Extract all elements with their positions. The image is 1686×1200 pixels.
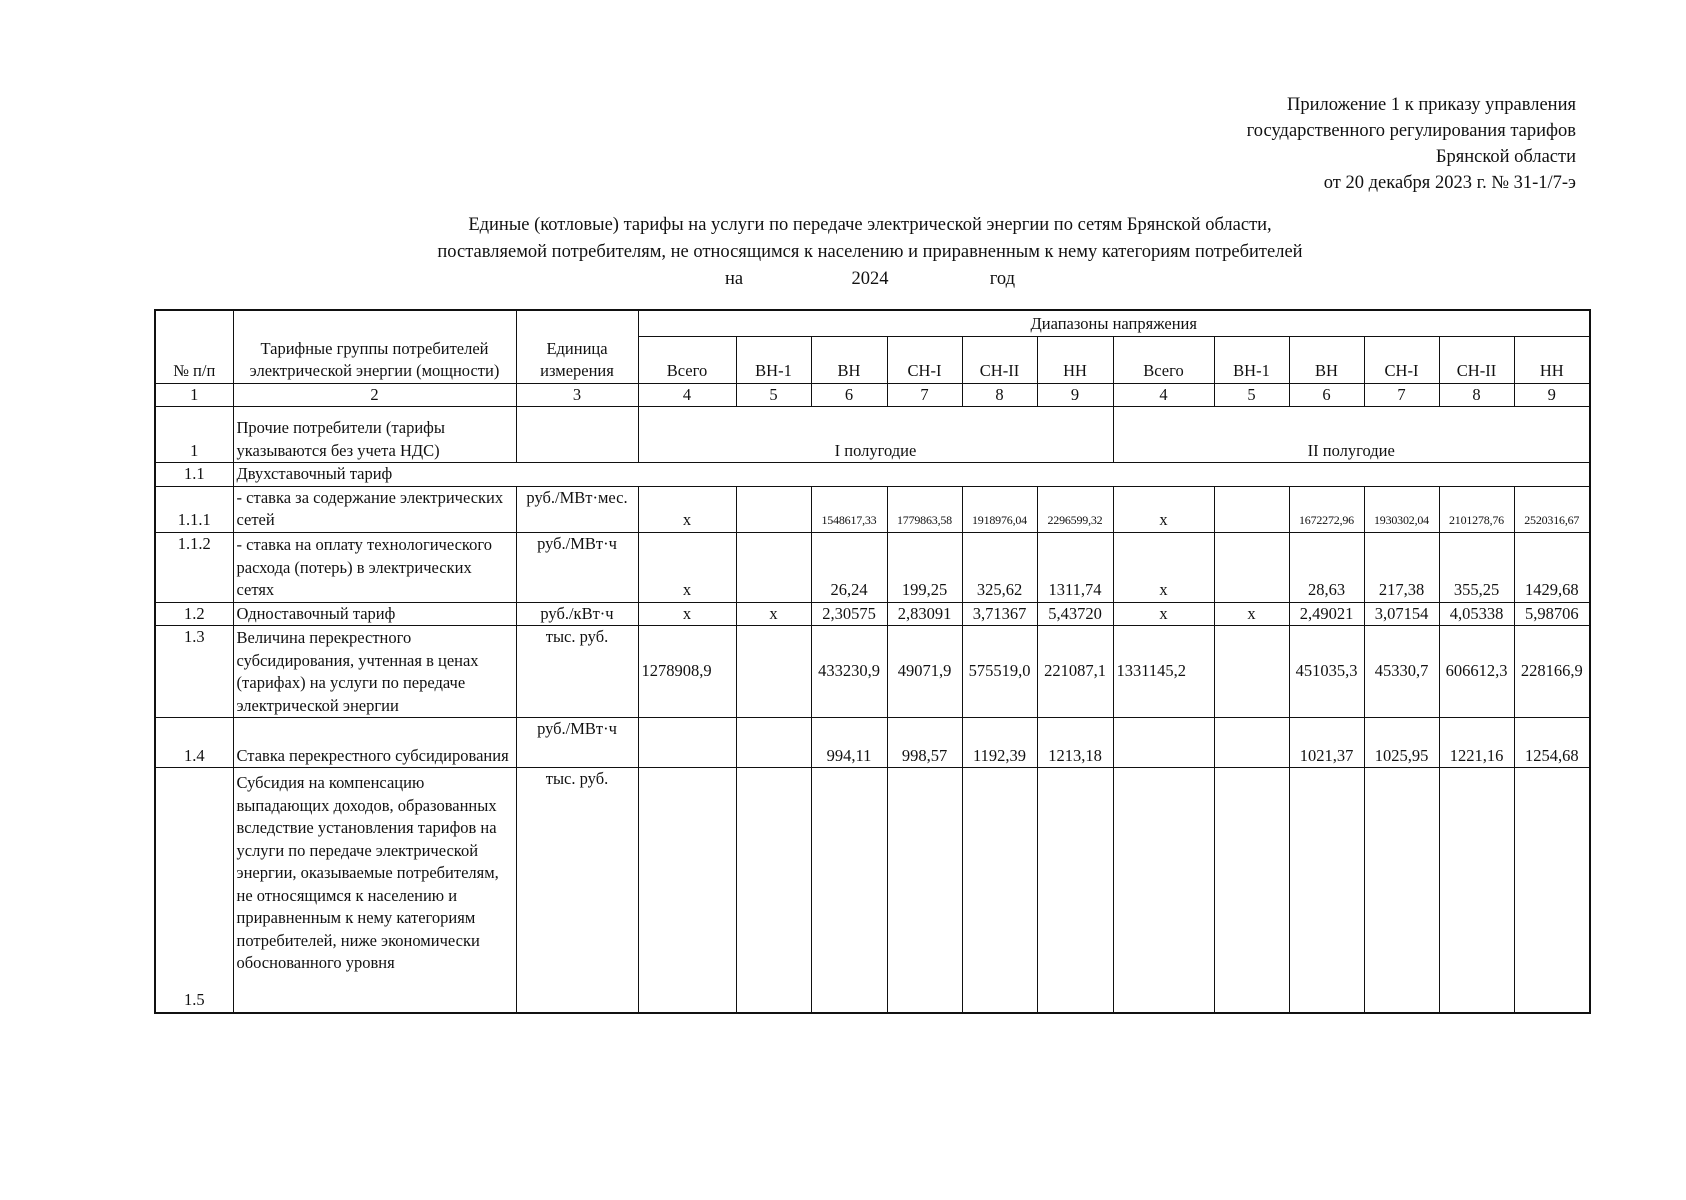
value-cell: 451035,3 (1289, 626, 1364, 718)
header-row-1 (155, 310, 1590, 336)
table-row (155, 602, 1590, 626)
value-cell (811, 768, 887, 1013)
column-number: 2 (233, 383, 516, 407)
row-name: Одноставочный тариф (233, 602, 516, 626)
row-name: Прочие потребители (тарифы указываются без учета НДС) (233, 407, 516, 463)
row-unit: тыс. руб. (516, 768, 638, 1013)
approval-line-3: Брянской области (1435, 147, 1576, 167)
row-unit: руб./кВт·ч (516, 602, 638, 626)
value-cell: 5,98706 (1514, 602, 1590, 626)
row-unit (516, 407, 638, 463)
sub-header: ВН-1 (1214, 336, 1289, 383)
value-cell (1214, 768, 1289, 1013)
value-cell: 2101278,76 (1439, 486, 1514, 532)
value-cell: 1930302,04 (1364, 486, 1439, 532)
row-number: 1.1.2 (155, 532, 233, 602)
value-cell (736, 532, 811, 602)
row-name: Субсидия на компенсацию выпадающих доходов, образованных вследствие установления тарифов на услуги по передаче электрической энергии, оказываемые потребителям, не относящимся к населению и приравненным к нему категориям потребителей, ниже экономически обоснованного уровня (233, 768, 516, 1013)
value-cell: 26,24 (811, 532, 887, 602)
column-number: 4 (1113, 383, 1214, 407)
table-row (155, 626, 1590, 718)
half-year-1-label: I полугодие (638, 407, 1113, 463)
approval-block (1247, 92, 1576, 196)
sub-header: ВН (811, 336, 887, 383)
row-name: Двухставочный тариф (233, 463, 1590, 487)
column-number: 9 (1037, 383, 1113, 407)
value-cell (1214, 532, 1289, 602)
tariff-table (154, 309, 1591, 1014)
sub-header: НН (1514, 336, 1590, 383)
column-number: 3 (516, 383, 638, 407)
value-cell (887, 768, 962, 1013)
column-number: 1 (155, 383, 233, 407)
header-unit: Единица измерения (516, 310, 638, 383)
value-cell: 1278908,9 (638, 626, 736, 718)
value-cell: 2,49021 (1289, 602, 1364, 626)
value-cell: 1331145,2 (1113, 626, 1214, 718)
title-year-line (0, 266, 1686, 293)
value-cell: 994,11 (811, 718, 887, 768)
value-cell: 45330,7 (1364, 626, 1439, 718)
value-cell (736, 486, 811, 532)
row-unit: руб./МВт·ч (516, 532, 638, 602)
value-cell: x (736, 602, 811, 626)
column-number: 7 (887, 383, 962, 407)
table-row (155, 718, 1590, 768)
value-cell: 2,30575 (811, 602, 887, 626)
row-name: Величина перекрестного субсидирования, учтенная в ценах (тарифах) на услуги по передаче электрической энергии (233, 626, 516, 718)
title-line-1: Единые (котловые) тарифы на услуги по передаче электрической энергии по сетям Брянской области, (468, 215, 1272, 235)
value-cell (736, 718, 811, 768)
column-number: 5 (736, 383, 811, 407)
value-cell (638, 718, 736, 768)
approval-line-4: от 20 декабря 2023 г. № 31-1/7-э (1323, 173, 1576, 193)
approval-line-2: государственного регулирования тарифов (1246, 121, 1576, 141)
value-cell: 1672272,96 (1289, 486, 1364, 532)
value-cell (638, 768, 736, 1013)
value-cell: 5,43720 (1037, 602, 1113, 626)
table-row (155, 486, 1590, 532)
column-number: 4 (638, 383, 736, 407)
value-cell: 1548617,33 (811, 486, 887, 532)
header-voltage-ranges: Диапазоны напряжения (638, 310, 1590, 336)
sub-header: СН-II (1439, 336, 1514, 383)
value-cell (736, 768, 811, 1013)
title-year: 2024 (851, 269, 889, 289)
sub-header: СН-I (887, 336, 962, 383)
column-number: 7 (1364, 383, 1439, 407)
value-cell: x (638, 532, 736, 602)
value-cell: 433230,9 (811, 626, 887, 718)
value-cell: 1779863,58 (887, 486, 962, 532)
sub-header: Всего (1113, 336, 1214, 383)
value-cell: 228166,9 (1514, 626, 1590, 718)
row-two-part-tariff (155, 463, 1590, 487)
value-cell: 2,83091 (887, 602, 962, 626)
row-unit: тыс. руб. (516, 626, 638, 718)
half-year-2-label: II полугодие (1113, 407, 1590, 463)
value-cell: 606612,3 (1439, 626, 1514, 718)
value-cell: 575519,0 (962, 626, 1037, 718)
column-number: 6 (811, 383, 887, 407)
data-rows (155, 486, 1590, 1013)
sub-header: ВН-1 (736, 336, 811, 383)
row-number: 1.2 (155, 602, 233, 626)
value-cell: 355,25 (1439, 532, 1514, 602)
value-cell (1037, 768, 1113, 1013)
table-row (155, 532, 1590, 602)
value-cell (1214, 486, 1289, 532)
sub-header: СН-I (1364, 336, 1439, 383)
value-cell (962, 768, 1037, 1013)
sub-header: Всего (638, 336, 736, 383)
column-number: 8 (962, 383, 1037, 407)
value-cell (1113, 768, 1214, 1013)
value-cell: 2296599,32 (1037, 486, 1113, 532)
value-cell: 1025,95 (1364, 718, 1439, 768)
value-cell: x (1113, 532, 1214, 602)
value-cell: 1192,39 (962, 718, 1037, 768)
title-na: на (725, 269, 744, 289)
value-cell: 1429,68 (1514, 532, 1590, 602)
value-cell: 49071,9 (887, 626, 962, 718)
row-other-consumers (155, 407, 1590, 463)
value-cell: x (638, 602, 736, 626)
header-no: № п/п (155, 310, 233, 383)
row-number: 1.1.1 (155, 486, 233, 532)
sub-header: НН (1037, 336, 1113, 383)
value-cell: 998,57 (887, 718, 962, 768)
value-cell: 3,71367 (962, 602, 1037, 626)
column-numbers-row (155, 383, 1590, 407)
value-cell: x (1214, 602, 1289, 626)
column-number: 9 (1514, 383, 1590, 407)
row-number: 1.1 (155, 463, 233, 487)
row-number: 1.5 (155, 768, 233, 1013)
title-god: год (989, 269, 1015, 289)
value-cell: 217,38 (1364, 532, 1439, 602)
header-tariff-groups: Тарифные группы потребителей электрической энергии (мощности) (233, 310, 516, 383)
value-cell: 28,63 (1289, 532, 1364, 602)
value-cell: 221087,1 (1037, 626, 1113, 718)
value-cell (1364, 768, 1439, 1013)
value-cell: 1254,68 (1514, 718, 1590, 768)
value-cell: 1213,18 (1037, 718, 1113, 768)
value-cell: 325,62 (962, 532, 1037, 602)
value-cell (1113, 718, 1214, 768)
value-cell (1214, 718, 1289, 768)
row-unit: руб./МВт·мес. (516, 486, 638, 532)
row-name: Ставка перекрестного субсидирования (233, 718, 516, 768)
row-number: 1 (155, 407, 233, 463)
value-cell: 4,05338 (1439, 602, 1514, 626)
value-cell: 1311,74 (1037, 532, 1113, 602)
value-cell: x (638, 486, 736, 532)
column-number: 6 (1289, 383, 1364, 407)
title-line-2: поставляемой потребителям, не относящимся к населению и приравненным к нему категориям потребителей (437, 242, 1303, 262)
value-cell: x (1113, 602, 1214, 626)
value-cell: 2520316,67 (1514, 486, 1590, 532)
row-unit: руб./МВт·ч (516, 718, 638, 768)
approval-line-1: Приложение 1 к приказу управления (1286, 95, 1576, 115)
sub-header: ВН (1289, 336, 1364, 383)
row-number: 1.3 (155, 626, 233, 718)
value-cell (736, 626, 811, 718)
document-title (0, 212, 1686, 293)
row-name: - ставка за содержание электрических сетей (233, 486, 516, 532)
value-cell: 1221,16 (1439, 718, 1514, 768)
value-cell: 199,25 (887, 532, 962, 602)
row-number: 1.4 (155, 718, 233, 768)
value-cell (1214, 626, 1289, 718)
value-cell: x (1113, 486, 1214, 532)
value-cell: 3,07154 (1364, 602, 1439, 626)
sub-header: СН-II (962, 336, 1037, 383)
value-cell (1514, 768, 1590, 1013)
table-row (155, 768, 1590, 1013)
value-cell: 1918976,04 (962, 486, 1037, 532)
column-number: 8 (1439, 383, 1514, 407)
value-cell (1439, 768, 1514, 1013)
value-cell (1289, 768, 1364, 1013)
row-name: - ставка на оплату технологического расхода (потерь) в электрических сетях (233, 532, 516, 602)
column-number: 5 (1214, 383, 1289, 407)
value-cell: 1021,37 (1289, 718, 1364, 768)
